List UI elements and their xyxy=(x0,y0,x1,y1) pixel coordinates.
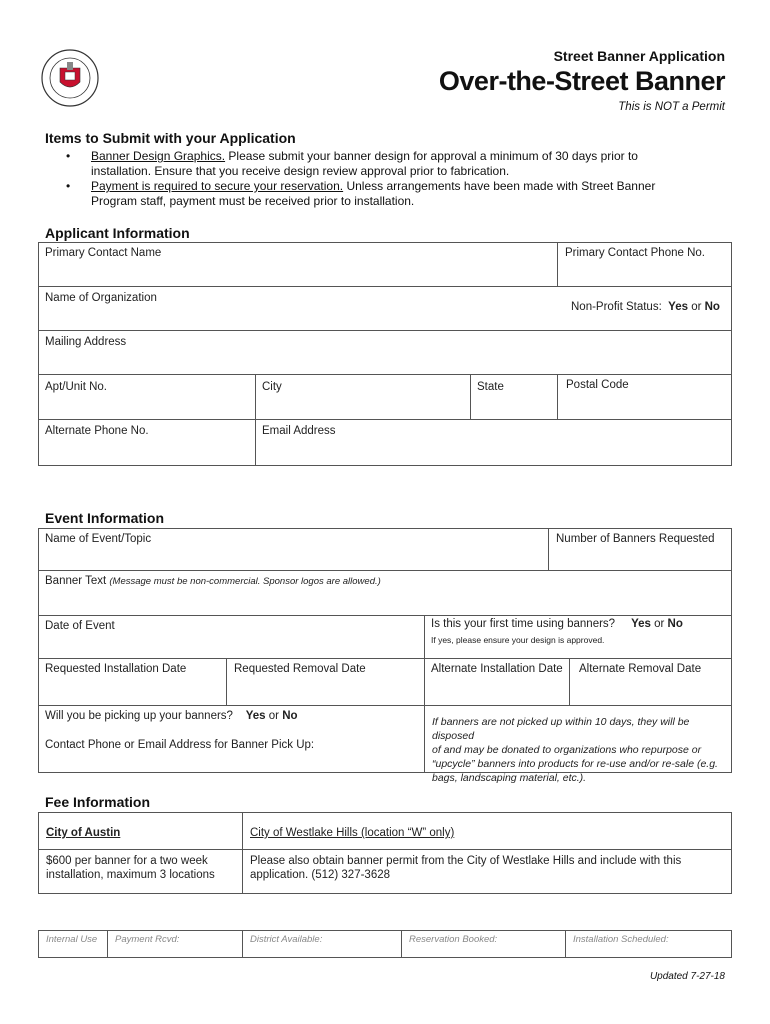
field-label: Banner Text (Message must be non-commercial. Sponsor logos are allowed.) xyxy=(45,575,381,587)
first-time-note: If yes, please ensure your design is approved. xyxy=(431,635,605,645)
first-time-question: Is this your first time using banners? Yes or No xyxy=(431,618,683,630)
list-item: • Payment is required to secure your reservation. Unless arrangements have been made with Street Banner Program staff, payment must be received prior to installation. xyxy=(66,179,656,208)
primary-contact-phone-field[interactable] xyxy=(557,242,732,287)
num-banners-field[interactable] xyxy=(548,528,732,571)
banner-text-field[interactable] xyxy=(38,570,732,616)
pickup-question: Will you be picking up your banners? Yes or No xyxy=(45,710,298,722)
field-label: Alternate Installation Date xyxy=(431,663,563,675)
field-label: Requested Installation Date xyxy=(45,663,187,675)
item-text: Please submit your banner design for approval a minimum of 30 days prior to xyxy=(228,149,638,163)
city-seal xyxy=(40,48,100,108)
pickup-no[interactable]: No xyxy=(282,710,298,722)
fee-westlake-body: Please also obtain banner permit from the City of Westlake Hills and include with this application. (512) 327-3628 xyxy=(242,849,732,894)
reservation-booked-cell[interactable]: Reservation Booked: xyxy=(401,930,566,958)
req-removal-date-field[interactable] xyxy=(226,658,425,706)
first-time-field[interactable] xyxy=(424,615,732,659)
field-label: State xyxy=(477,381,504,393)
field-label: Number of Banners Requested xyxy=(556,533,715,545)
updated-date: Updated 7-27-18 xyxy=(649,971,725,982)
alt-install-date-field[interactable] xyxy=(424,658,570,706)
pickup-field[interactable] xyxy=(38,705,425,773)
form-subtitle: Street Banner Application xyxy=(553,48,725,64)
items-list xyxy=(66,149,716,209)
permit-note: This is NOT a Permit xyxy=(618,101,725,113)
pickup-yes[interactable]: Yes xyxy=(245,710,266,722)
field-label: Apt/Unit No. xyxy=(45,381,107,393)
nonprofit-status: Non-Profit Status: Yes or No xyxy=(571,301,720,313)
field-label: Name of Organization xyxy=(45,292,157,304)
field-label: Name of Event/Topic xyxy=(45,533,152,545)
alt-phone-field[interactable] xyxy=(38,419,256,466)
event-name-field[interactable] xyxy=(38,528,549,571)
field-label: Requested Removal Date xyxy=(234,663,366,675)
field-label: City xyxy=(262,381,282,393)
form-title: Over-the-Street Banner xyxy=(438,66,725,96)
req-install-date-field[interactable] xyxy=(38,658,227,706)
field-label: Alternate Phone No. xyxy=(45,425,149,437)
state-field[interactable] xyxy=(470,374,558,420)
pickup-contact-label: Contact Phone or Email Address for Banner Pick Up: xyxy=(45,739,315,751)
field-label: Mailing Address xyxy=(45,336,127,348)
field-label: Alternate Removal Date xyxy=(579,663,702,675)
item-lead: Payment is required to secure your reservation. xyxy=(91,179,344,193)
list-item: • Banner Design Graphics. Please submit your banner design for approval a minimum of 30 days prior to installation. Ensure that you receive design review approval prior to fabrication. xyxy=(66,149,638,178)
applicant-heading: Applicant Information xyxy=(45,225,190,241)
field-label: Primary Contact Name xyxy=(45,247,162,259)
first-time-no[interactable]: No xyxy=(667,618,683,630)
items-heading: Items to Submit with your Application xyxy=(45,130,296,146)
city-field[interactable] xyxy=(255,374,471,420)
item-text: installation. Ensure that you receive design review approval prior to fabrication. xyxy=(91,164,510,178)
postal-code-field[interactable] xyxy=(557,374,732,420)
field-label: Date of Event xyxy=(45,620,115,632)
item-text: Unless arrangements have been made with Street Banner xyxy=(346,179,656,193)
email-field[interactable] xyxy=(255,419,732,466)
item-text: Program staff, payment must be received prior to installation. xyxy=(91,194,415,208)
date-of-event-field[interactable] xyxy=(38,615,425,659)
event-heading: Event Information xyxy=(45,510,165,526)
district-available-cell[interactable]: District Available: xyxy=(242,930,402,958)
banner-text-note: (Message must be non-commercial. Sponsor logos are allowed.) xyxy=(109,576,381,587)
item-lead: Banner Design Graphics. xyxy=(91,149,226,163)
pickup-note: If banners are not picked up within 10 days, they will be disposed of and may be donated to organizations who repurpose or “upcycle” banners into products for re-use and/or re-sale (e.g. bags, landscaping material, etc.). xyxy=(432,716,718,784)
apt-unit-field[interactable] xyxy=(38,374,256,420)
fee-westlake-head: City of Westlake Hills (location “W” only) xyxy=(242,812,732,850)
field-label: Email Address xyxy=(262,425,336,437)
alt-removal-date-field[interactable] xyxy=(569,658,732,706)
fee-heading: Fee Information xyxy=(45,794,151,810)
pickup-note-box xyxy=(424,705,732,784)
fee-austin-head: City of Austin xyxy=(38,812,243,850)
fee-austin-body: $600 per banner for a two week installation, maximum 3 locations xyxy=(38,849,243,894)
mailing-address-field[interactable] xyxy=(38,330,732,375)
internal-use-cell: Internal Use xyxy=(38,930,108,958)
organization-field[interactable] xyxy=(38,286,732,331)
first-time-yes[interactable]: Yes xyxy=(631,618,651,630)
field-label: Postal Code xyxy=(566,379,629,391)
payment-rcvd-cell[interactable]: Payment Rcvd: xyxy=(107,930,243,958)
nonprofit-yes[interactable]: Yes xyxy=(668,301,688,313)
primary-contact-name-field[interactable] xyxy=(38,242,558,287)
installation-scheduled-cell[interactable]: Installation Scheduled: xyxy=(565,930,732,958)
nonprofit-no[interactable]: No xyxy=(704,301,720,313)
field-label: Primary Contact Phone No. xyxy=(565,247,705,259)
